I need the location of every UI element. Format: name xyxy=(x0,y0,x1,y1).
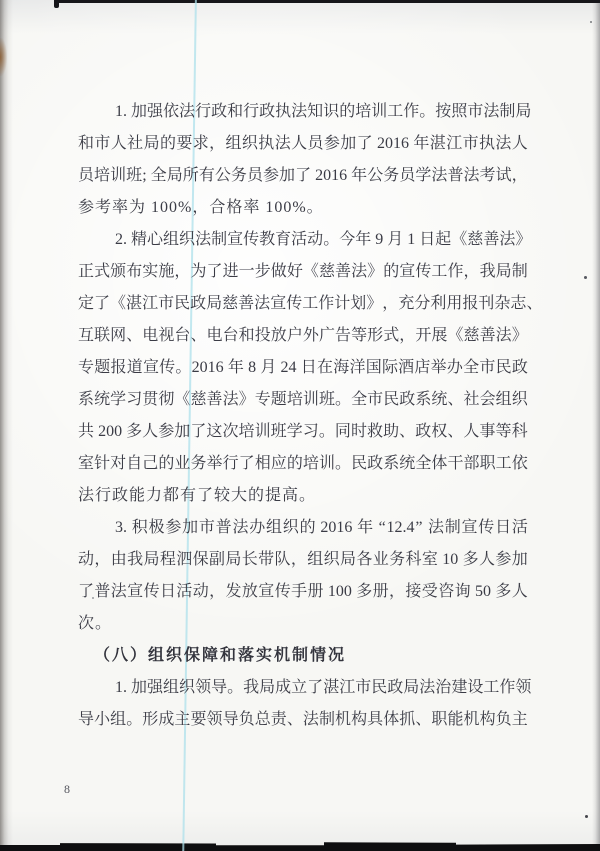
scan-speck xyxy=(584,276,587,279)
text-line-17: 次。 xyxy=(78,615,113,632)
text-line-5: 2. 精 心 组 织 法 制 宣 传 教 育 活 动 。 今 年 9 月 1 日 起 《 慈 善 法 》 xyxy=(115,231,532,248)
scan-top-black-notch xyxy=(54,0,59,8)
text-line-2: 和 市 人 社 局 的 要 求 ， 组 织 执 法 人 员 参 加 了 2016 年 湛 江 市 执 法 人 xyxy=(78,135,528,152)
text-line-1: 1. 加 强 依 法 行 政 和 行 政 执 法 知 识 的 培 训 工 作 。 按 照 市 法 制 局 xyxy=(115,103,532,120)
text-line-11: 共 200 多 人 参 加 了 这 次 培 训 班 学 习 。 同 时 救 助 、 政 权 、 人 事 等 科 xyxy=(78,423,528,440)
text-line-20: 导 小 组 。 形 成 主 要 领 导 负 总 责 、 法 制 机 构 具 体 抓 、 职 能 机 构 负 主 xyxy=(78,711,528,728)
page-number: 8 xyxy=(64,782,71,796)
text-line-14: 3. 积 极 参 加 市 普 法 办 组 织 的 2016 年 “ 12.4 ” 法 制 宣 传 日 活 xyxy=(115,519,528,536)
scan-right-edge-shadow xyxy=(592,0,600,851)
scan-top-black-strip xyxy=(54,0,600,3)
text-line-19: 1. 加 强 组 织 领 导 。 我 局 成 立 了 湛 江 市 民 政 局 法 治 建 设 工 作 领 xyxy=(115,679,532,696)
text-line-3: 员 培 训 班 ; 全 局 所 有 公 务 员 参 加 了 2016 年 公 务 员 学 法 普 法 考 试 ， xyxy=(78,167,528,184)
text-line-16: 了 普 法 宣 传 日 活 动 ， 发 放 宣 传 手 册 100 多 册 ， 接 受 咨 询 50 多 人 xyxy=(78,583,528,600)
text-line-10: 系 统 学 习 贯 彻 《 慈 善 法 》 专 题 培 训 班 。 全 市 民 政 系 统 、 社 会 组 织 xyxy=(78,391,528,408)
text-line-18: （八）组织保障和落实机制情况 xyxy=(94,647,347,664)
document-body xyxy=(78,96,543,736)
text-line-8: 互 联 网 、 电 视 台 、 电 台 和 投 放 户 外 广 告 等 形 式 ， 开 展 《 慈 善 法 》 xyxy=(78,327,528,344)
text-line-12: 室 针 对 自 己 的 业 务 举 行 了 相 应 的 培 训 。 民 政 系 统 全 体 干 部 职 工 依 xyxy=(78,455,528,472)
text-line-9: 专 题 报 道 宣 传 。 2016 年 8 月 24 日 在 海 洋 国 际 酒 店 举 办 全 市 民 政 xyxy=(78,359,528,376)
text-line-13: 法行政能力都有了较大的提高。 xyxy=(78,487,317,504)
scan-speck xyxy=(590,21,592,23)
text-line-4: 参考率为 100%，合格率 100%。 xyxy=(78,199,324,216)
scan-left-edge-shadow xyxy=(0,0,13,851)
text-line-15: 动 ， 由 我 局 程 泗 保 副 局 长 带 队 ， 组 织 局 各 业 务 科 室 10 多 人 参 加 xyxy=(78,551,528,568)
scan-left-edge-stain xyxy=(0,38,7,76)
scan-bottom-black-strip xyxy=(0,840,600,851)
scan-speck xyxy=(585,815,588,818)
text-line-7: 定 了 《 湛 江 市 民 政 局 慈 善 法 宣 传 工 作 计 划 》 ， 充 分 利 用 报 刊 杂 志 、 xyxy=(78,295,543,312)
text-line-6: 正 式 颁 布 实 施 ， 为 了 进 一 步 做 好 《 慈 善 法 》 的 宣 传 工 作 ， 我 局 制 xyxy=(78,263,528,280)
